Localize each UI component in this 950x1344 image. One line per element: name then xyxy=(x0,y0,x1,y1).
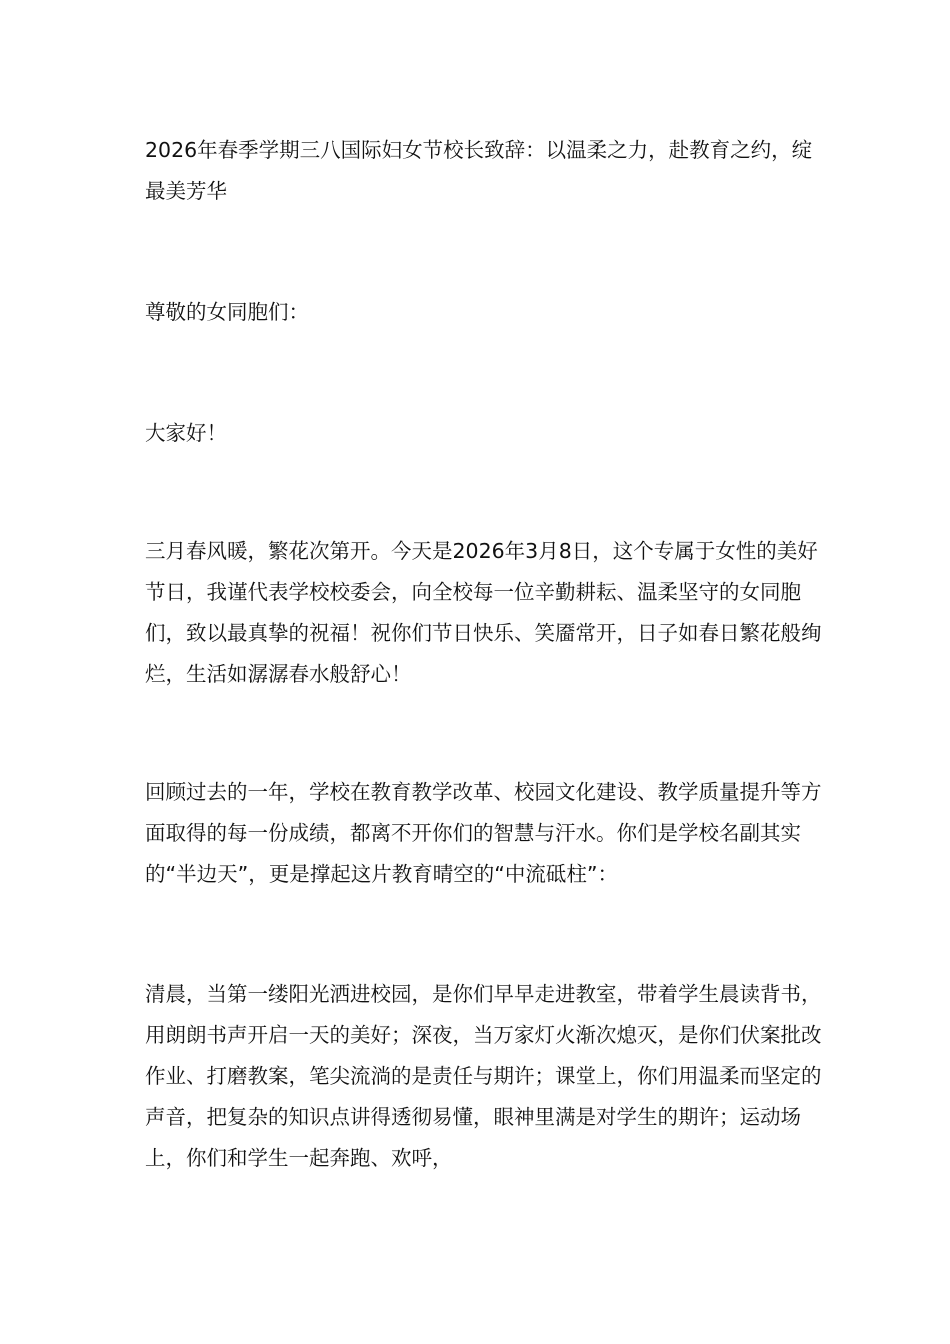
paragraph-3: 清晨，当第一缕阳光洒进校园，是你们早早走进教室，带着学生晨读背书，用朗朗书声开启一天的美好；深夜，当万家灯火渐次熄灭，是你们伏案批改作业、打磨教案，笔尖流淌的是责任与期许；课堂上，你们用温柔而坚定的声音，把复杂的知识点讲得透彻易懂，眼神里满是对学生的期许；运动场上，你们和学生一起奔跑、欢呼， xyxy=(145,982,822,1170)
document-title: 2026年春季学期三八国际妇女节校长致辞：以温柔之力，赴教育之约，绽最美芳华 xyxy=(145,138,813,203)
salutation: 尊敬的女同胞们： xyxy=(145,300,309,324)
document-body xyxy=(145,130,825,1220)
greeting: 大家好！ xyxy=(145,421,227,445)
paragraph-2: 回顾过去的一年，学校在教育教学改革、校园文化建设、教学质量提升等方面取得的每一份成绩，都离不开你们的智慧与汗水。你们是学校名副其实的“半边天”，更是撑起这片教育晴空的“中流砥柱”： xyxy=(145,780,822,886)
paragraph-1: 三月春风暖，繁花次第开。今天是2026年3月8日，这个专属于女性的美好节日，我谨代表学校校委会，向全校每一位辛勤耕耘、温柔坚守的女同胞们，致以最真挚的祝福！祝你们节日快乐、笑靥常开，日子如春日繁花般绚烂，生活如潺潺春水般舒心！ xyxy=(145,539,822,686)
